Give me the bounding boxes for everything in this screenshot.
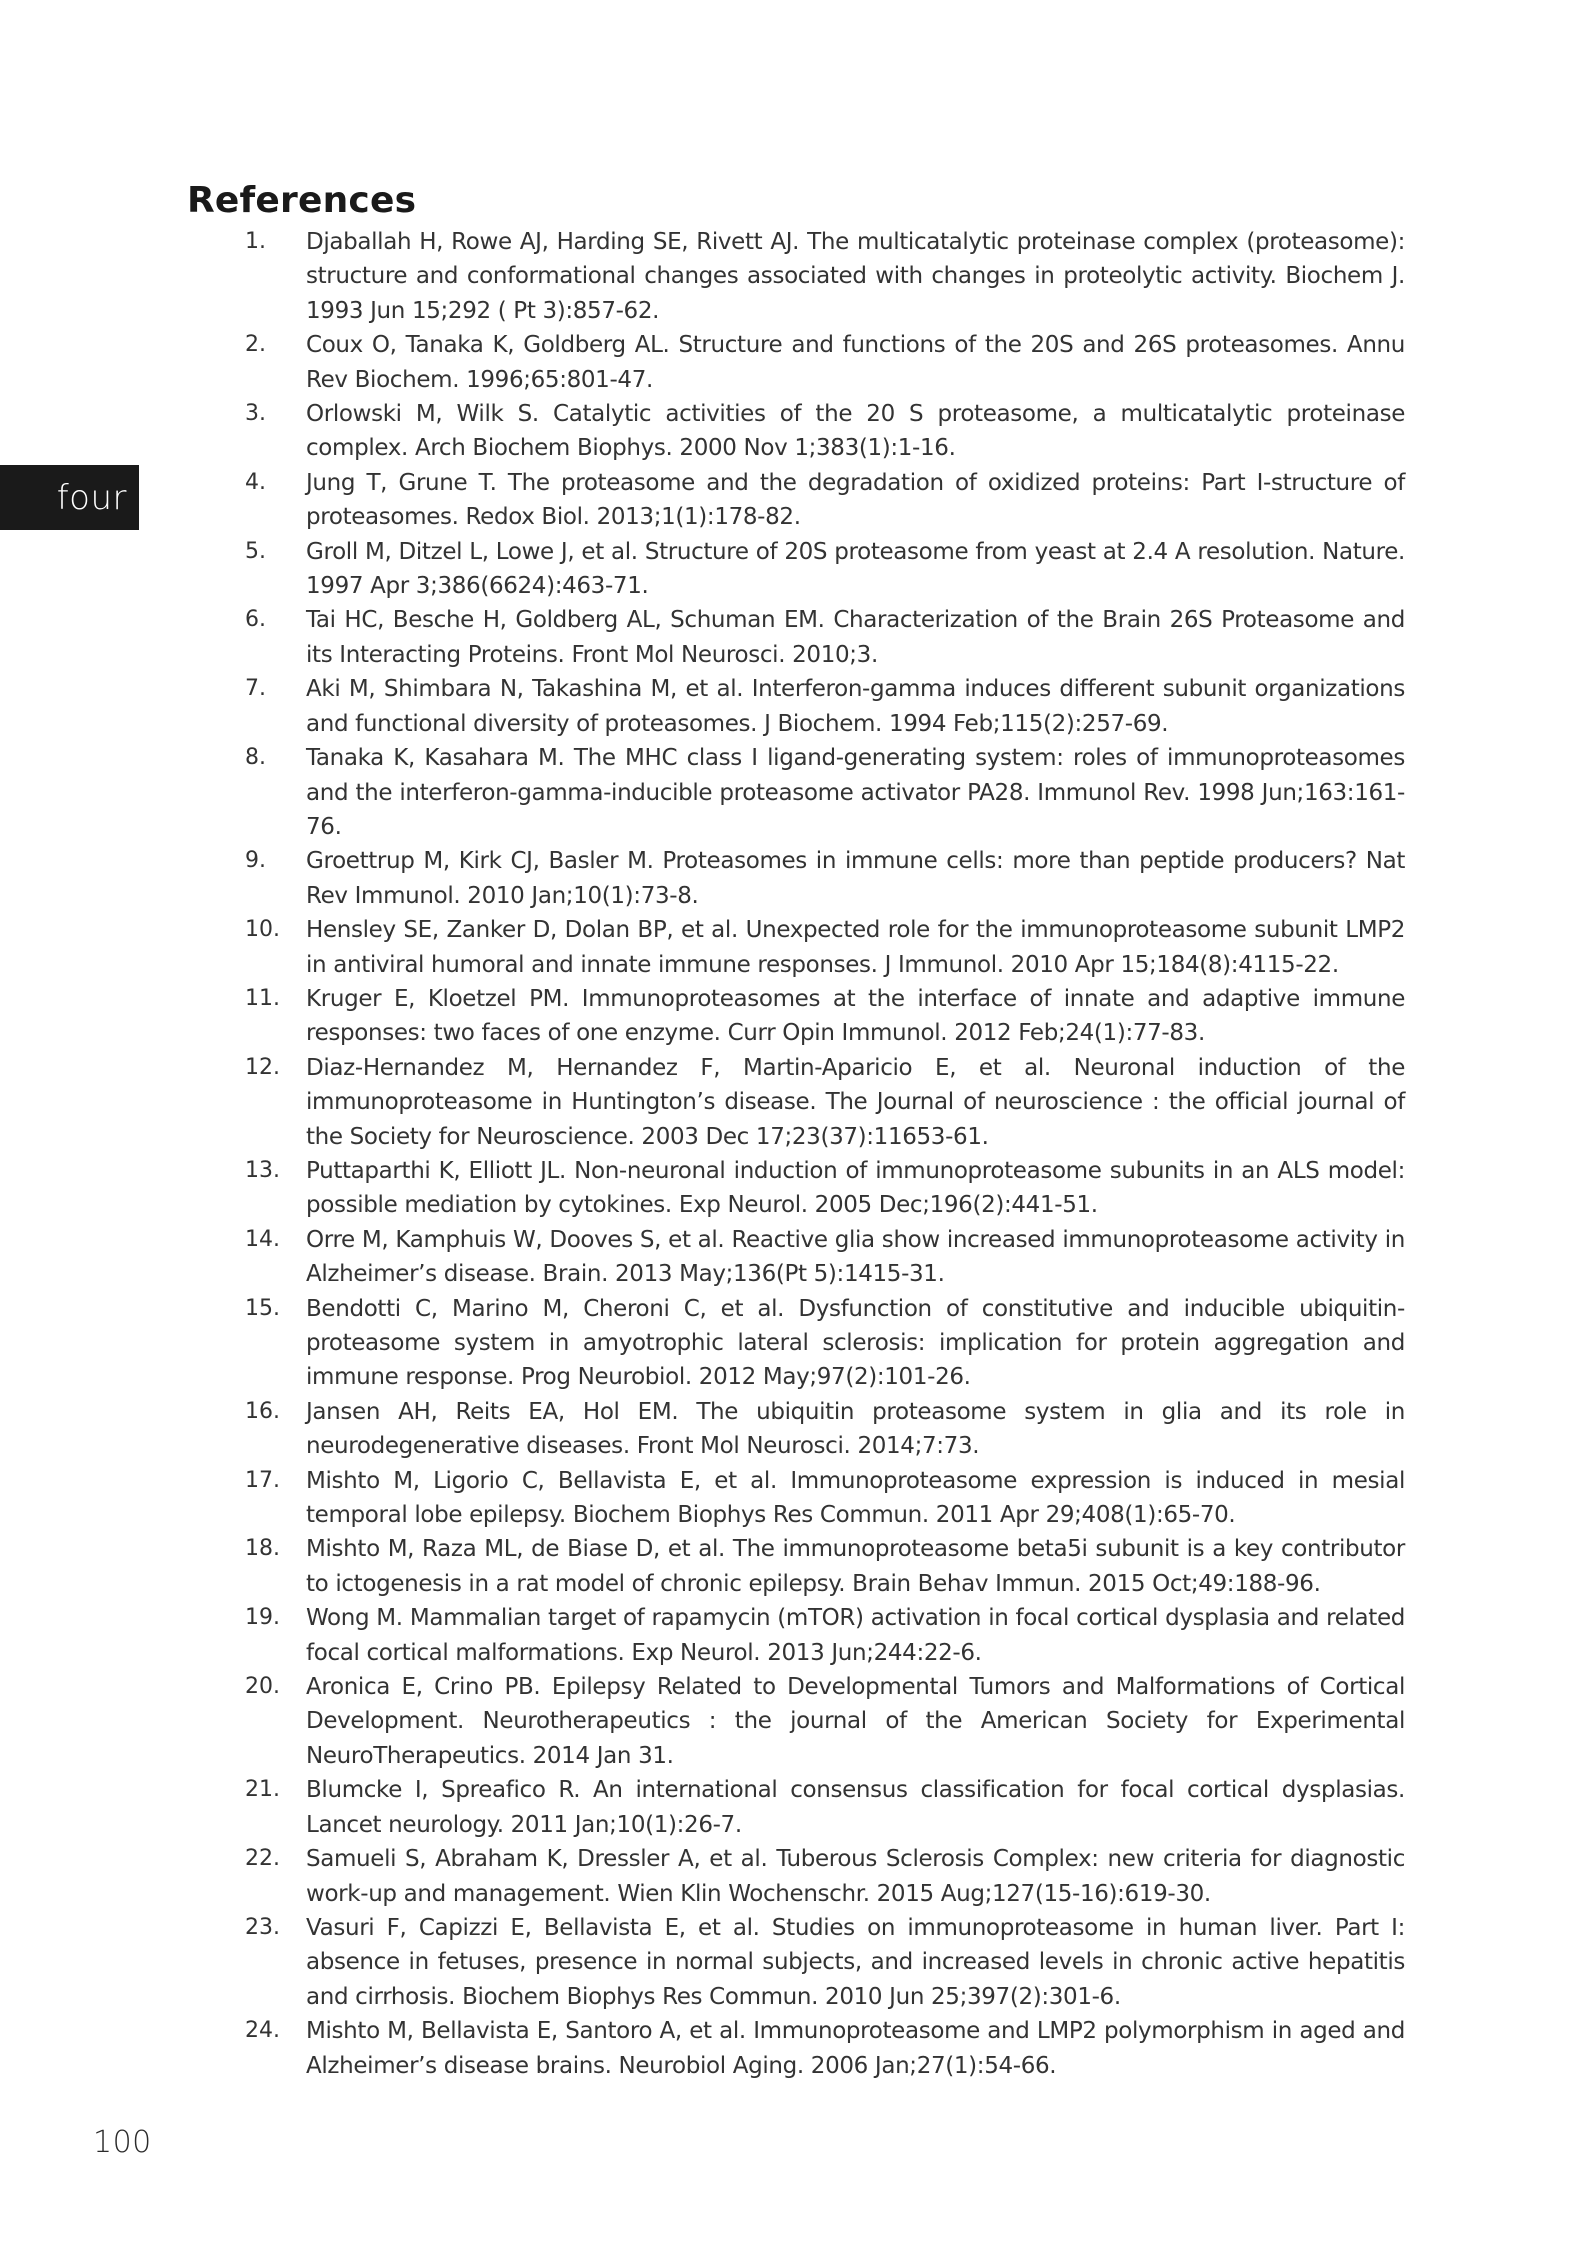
reference-text: Mishto M, Raza ML, de Biase D, et al. The immunoproteasome beta5i subunit is a key contributor to ictogenesis in a rat model of chronic epilepsy. Brain Behav Immun. 2015 Oct;49:188-96. (306, 1536, 1405, 1597)
reference-text: Jansen AH, Reits EA, Hol EM. The ubiquitin proteasome system in glia and its role in neurodegenerative diseases. Front Mol Neurosci. 2014;7:73. (306, 1398, 1405, 1460)
reference-text: Mishto M, Bellavista E, Santoro A, et al. Immunoproteasome and LMP2 polymorphism in aged and Alzheimer’s disease brains. Neurobiol Aging. 2006 Jan;27(1):54-66. (306, 2018, 1405, 2079)
reference-text: Aki M, Shimbara N, Takashina M, et al. Interferon-gamma induces different subunit organizations and functional diversity of proteasomes. J Biochem. 1994 Feb;115(2):257-69. (306, 676, 1405, 737)
reference-text: Vasuri F, Capizzi E, Bellavista E, et al. Studies on immunoproteasome in human liver. Part I: absence in fetuses, presence in normal subjects, and increased levels in chronic active hepatitis and cirrhosis. Biochem Biophys Res Commun. 2010 Jun 25;397(2):301-6. (306, 1914, 1405, 2010)
reference-text: Wong M. Mammalian target of rapamycin (mTOR) activation in focal cortical dysplasia and related focal cortical malformations. Exp Neurol. 2013 Jun;244:22-6. (306, 1605, 1405, 1666)
reference-item-23 (245, 1911, 1405, 2014)
reference-item-15 (245, 1292, 1405, 1395)
reference-item-11 (245, 982, 1405, 1051)
reference-text: Groll M, Ditzel L, Lowe J, et al. Structure of 20S proteasome from yeast at 2.4 A resolution. Nature. 1997 Apr 3;386(6624):463-71. (306, 538, 1405, 600)
reference-item-14 (245, 1223, 1405, 1292)
reference-number: 5. (245, 538, 266, 564)
reference-text: Orlowski M, Wilk S. Catalytic activities of the 20 S proteasome, a multicatalytic proteinase complex. Arch Biochem Biophys. 2000 Nov 1;383(1):1-16. (306, 401, 1405, 462)
reference-number: 2. (245, 332, 266, 358)
reference-text: Tanaka K, Kasahara M. The MHC class I ligand-generating system: roles of immunoproteasomes and the interferon-gamma-inducible proteasome activator PA28. Immunol Rev. 1998 Jun;163:161-76. (306, 745, 1405, 840)
reference-item-20 (245, 1670, 1405, 1773)
reference-item-10 (245, 913, 1405, 982)
reference-text: Samueli S, Abraham K, Dressler A, et al. Tuberous Sclerosis Complex: new criteria for diagnostic work-up and management. Wien Klin Wochenschr. 2015 Aug;127(15-16):619-30. (306, 1846, 1405, 1907)
reference-item-4 (245, 466, 1405, 535)
reference-number: 4. (245, 469, 266, 495)
reference-number: 3. (245, 401, 266, 427)
reference-item-2 (245, 328, 1405, 397)
reference-number: 18. (245, 1536, 280, 1562)
reference-item-16 (245, 1395, 1405, 1464)
reference-text: Orre M, Kamphuis W, Dooves S, et al. Reactive glia show increased immunoproteasome activity in Alzheimer’s disease. Brain. 2013 May;136(Pt 5):1415-31. (306, 1226, 1405, 1288)
reference-number: 16. (245, 1398, 280, 1424)
reference-number: 8. (245, 745, 266, 771)
reference-item-17 (245, 1464, 1405, 1533)
reference-text: Aronica E, Crino PB. Epilepsy Related to Developmental Tumors and Malformations of Cortical Development. Neurotherapeutics : the journal of the American Society for Experimental NeuroTherapeutics. 2014 Jan 31. (306, 1674, 1405, 1769)
reference-number: 11. (245, 985, 280, 1011)
reference-text: Bendotti C, Marino M, Cheroni C, et al. Dysfunction of constitutive and inducible ubiquitin-proteasome system in amyotrophic lateral sclerosis: implication for protein aggregation and immune response. Prog Neurobiol. 2012 May;97(2):101-26. (306, 1295, 1405, 1391)
reference-text: Jung T, Grune T. The proteasome and the degradation of oxidized proteins: Part I-structure of proteasomes. Redox Biol. 2013;1(1):178-82. (306, 469, 1405, 531)
reference-number: 15. (245, 1295, 280, 1321)
reference-item-5 (245, 535, 1405, 604)
reference-text: Kruger E, Kloetzel PM. Immunoproteasomes at the interface of innate and adaptive immune responses: two faces of one enzyme. Curr Opin Immunol. 2012 Feb;24(1):77-83. (306, 985, 1405, 1047)
reference-number: 17. (245, 1467, 280, 1493)
reference-item-7 (245, 672, 1405, 741)
reference-text: Mishto M, Ligorio C, Bellavista E, et al. Immunoproteasome expression is induced in mesial temporal lobe epilepsy. Biochem Biophys Res Commun. 2011 Apr 29;408(1):65-70. (306, 1467, 1405, 1529)
reference-number: 1. (245, 229, 266, 254)
reference-number: 10. (245, 917, 280, 943)
reference-text: Tai HC, Besche H, Goldberg AL, Schuman EM. Characterization of the Brain 26S Proteasome and its Interacting Proteins. Front Mol Neurosci. 2010;3. (306, 607, 1405, 668)
reference-number: 13. (245, 1157, 280, 1183)
reference-item-24 (245, 2014, 1405, 2083)
reference-item-22 (245, 1842, 1405, 1911)
reference-item-19 (245, 1601, 1405, 1670)
section-heading: References (187, 180, 417, 221)
reference-item-18 (245, 1532, 1405, 1601)
reference-number: 7. (245, 676, 266, 702)
reference-list (245, 225, 1405, 2083)
reference-item-12 (245, 1051, 1405, 1154)
reference-number: 21. (245, 1777, 280, 1803)
reference-number: 12. (245, 1054, 280, 1080)
reference-number: 14. (245, 1226, 280, 1252)
reference-text: Groettrup M, Kirk CJ, Basler M. Proteasomes in immune cells: more than peptide producers? Nat Rev Immunol. 2010 Jan;10(1):73-8. (306, 848, 1405, 909)
chapter-tab: four (0, 465, 139, 530)
reference-item-6 (245, 603, 1405, 672)
reference-number: 19. (245, 1605, 280, 1631)
reference-number: 24. (245, 2018, 280, 2044)
reference-number: 20. (245, 1674, 280, 1700)
reference-text: Coux O, Tanaka K, Goldberg AL. Structure and functions of the 20S and 26S proteasomes. Annu Rev Biochem. 1996;65:801-47. (306, 332, 1405, 393)
reference-item-13 (245, 1154, 1405, 1223)
reference-number: 6. (245, 607, 266, 633)
reference-item-9 (245, 844, 1405, 913)
reference-item-21 (245, 1773, 1405, 1842)
reference-number: 9. (245, 848, 266, 874)
reference-item-1 (245, 225, 1405, 328)
reference-item-3 (245, 397, 1405, 466)
reference-text: Hensley SE, Zanker D, Dolan BP, et al. Unexpected role for the immunoproteasome subunit LMP2 in antiviral humoral and innate immune responses. J Immunol. 2010 Apr 15;184(8):4115-22. (306, 917, 1405, 978)
reference-text: Puttaparthi K, Elliott JL. Non-neuronal induction of immunoproteasome subunits in an ALS model: possible mediation by cytokines. Exp Neurol. 2005 Dec;196(2):441-51. (306, 1157, 1405, 1219)
page-number: 100 (93, 2125, 152, 2160)
reference-text: Blumcke I, Spreafico R. An international consensus classification for focal cortical dysplasias. Lancet neurology. 2011 Jan;10(1):26-7. (306, 1777, 1405, 1838)
reference-item-8 (245, 741, 1405, 844)
reference-number: 23. (245, 1914, 280, 1940)
reference-number: 22. (245, 1846, 280, 1872)
reference-text: Diaz-Hernandez M, Hernandez F, Martin-Aparicio E, et al. Neuronal induction of the immunoproteasome in Huntington’s disease. The Journal of neuroscience : the official journal of the Society for Neuroscience. 2003 Dec 17;23(37):11653-61. (306, 1054, 1405, 1150)
reference-text: Djaballah H, Rowe AJ, Harding SE, Rivett AJ. The multicatalytic proteinase complex (proteasome): structure and conformational changes associated with changes in proteolytic activity. Biochem J. 1993 Jun 15;292 ( Pt 3):857-62. (306, 229, 1405, 324)
